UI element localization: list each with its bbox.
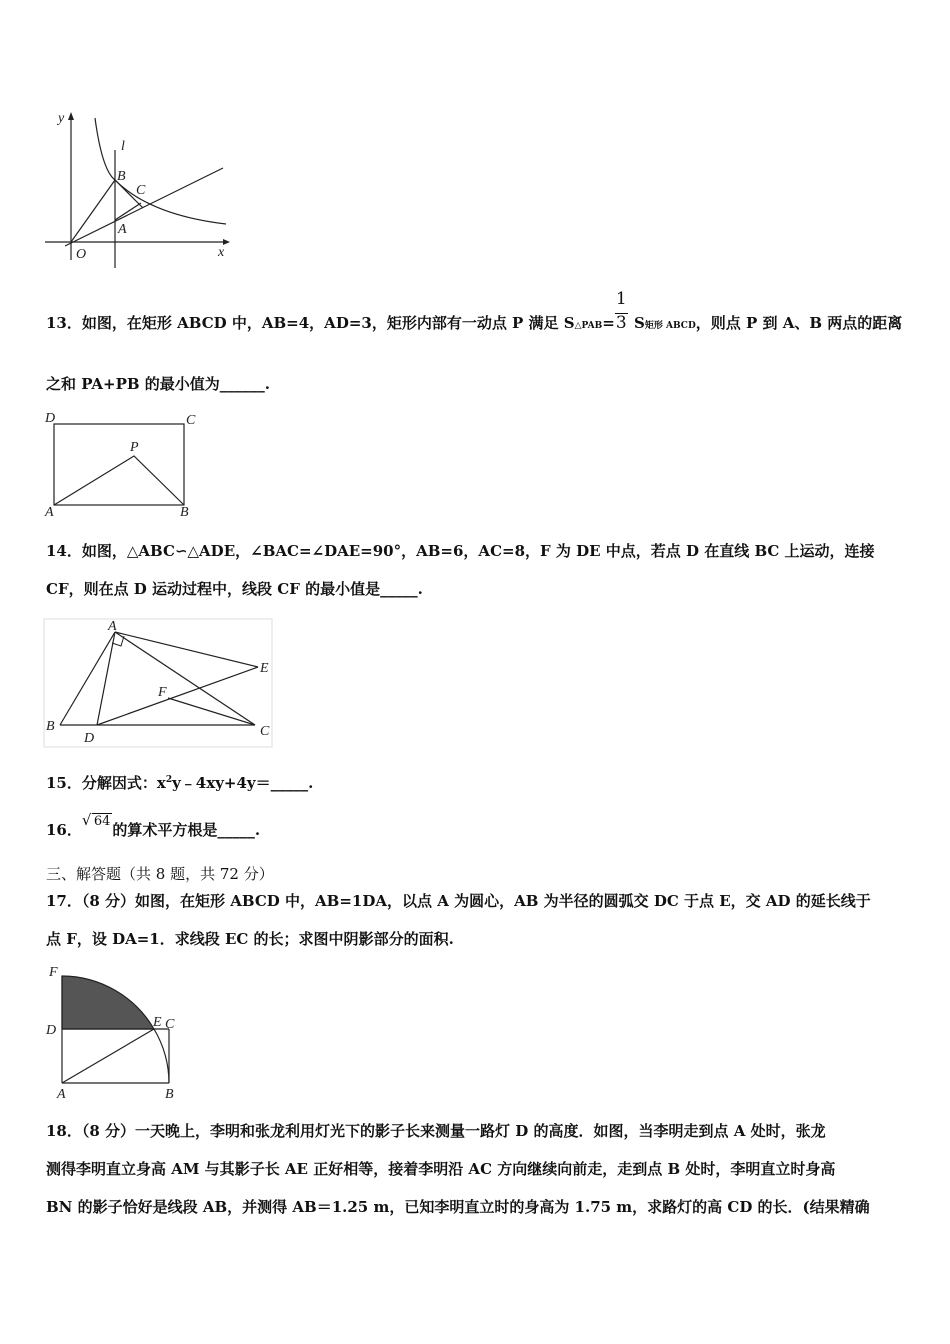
q13-line1 [46, 289, 903, 333]
label-e: E [260, 661, 269, 676]
q13-s2: S [628, 314, 645, 332]
figure-q14 [40, 615, 275, 750]
fraction-one-third [615, 289, 629, 333]
label-c: C [260, 724, 270, 739]
label-b: B [165, 1087, 174, 1102]
segment-ab [60, 632, 115, 725]
q16-suffix: 的算术平方根是_____. [112, 821, 261, 839]
label-c: C [136, 183, 146, 198]
label-d: D [84, 731, 95, 746]
figure-q12 [40, 100, 240, 270]
label-c: C [165, 1017, 175, 1032]
path-apb [54, 456, 184, 505]
q14-line2: CF，则在点 D 运动过程中，线段 CF 的最小值是_____. [46, 580, 423, 598]
arc-ef-to-b [154, 1029, 169, 1083]
label-e: E [153, 1015, 162, 1030]
q14-line1: 14．如图，△ABC∽△ADE，∠BAC=∠DAE=90°，AB=6，AC=8，F 为 DE 中点，若点 D 在直线 BC 上运动，连接 [46, 542, 875, 560]
label-f: F [158, 685, 167, 700]
label-a: A [45, 505, 54, 520]
figure-frame [44, 619, 272, 747]
segment-ac [115, 203, 141, 220]
q13-text-b: ，则点 P 到 A、B 两点的距离 [695, 314, 903, 332]
label-x: x [218, 245, 225, 260]
label-y: y [58, 111, 65, 126]
label-a: A [118, 222, 127, 237]
shaded-region [62, 976, 154, 1029]
q16-prefix: 16． [46, 821, 82, 839]
sqrt-expression [81, 811, 113, 829]
q16-line [46, 811, 261, 840]
segment-ae [115, 632, 258, 667]
fraction-numerator: 1 [615, 289, 627, 309]
label-o: O [76, 247, 87, 262]
q18-line3: BN 的影子恰好是线段 AB，并测得 AB＝1.25 m，已知李明直立时的身高为 1.75 m，求路灯的高 CD 的长．(结果精确 [46, 1198, 870, 1216]
q15-line [46, 772, 313, 793]
segment-ad [97, 632, 115, 725]
q15-text-b: y﹣4xy+4y＝_____. [172, 774, 314, 792]
q13-sub-rect: 矩形 ABCD [644, 321, 696, 331]
label-d: D [45, 411, 56, 426]
fraction-denominator: 3 [615, 313, 627, 333]
segment-cf [168, 698, 255, 725]
label-b: B [46, 719, 55, 734]
q18-line2: 测得李明直立身高 AM 与其影子长 AE 正好相等，接着李明沿 AC 方向继续向前走，走到点 B 处时，李明直立时身高 [46, 1160, 836, 1178]
sqrt-icon: √ [81, 811, 92, 829]
label-l: l [121, 139, 125, 154]
label-c: C [186, 413, 196, 428]
label-a: A [57, 1087, 66, 1102]
label-a: A [108, 619, 117, 634]
label-f: F [49, 965, 58, 980]
q13-sub-pab: △PAB [574, 321, 603, 331]
segment-ae [62, 1029, 154, 1083]
q15-superscript: 2 [165, 775, 173, 785]
q17-line2: 点 F，设 DA=1．求线段 EC 的长；求图中阴影部分的面积. [46, 930, 454, 948]
label-p: P [130, 440, 139, 455]
label-b: B [117, 169, 126, 184]
figure-q13 [40, 405, 210, 520]
segment-de [97, 667, 258, 725]
label-b: B [180, 505, 189, 520]
line-through-origin [65, 168, 223, 246]
q18-line1: 18．（8 分）一天晚上，李明和张龙利用灯光下的影子长来测量一路灯 D 的高度．如图，当李明走到点 A 处时，张龙 [46, 1122, 826, 1140]
q13-text-a: 13．如图，在矩形 ABCD 中，AB=4，AD=3，矩形内部有一动点 P 满足 S [46, 314, 575, 332]
label-d: D [46, 1023, 57, 1038]
figure-q17 [40, 962, 190, 1102]
q15-text-a: 15．分解因式：x [46, 774, 166, 792]
q17-line1: 17．（8 分）如图，在矩形 ABCD 中，AB=1DA，以点 A 为圆心，AB 为半径的圆弧交 DC 于点 E，交 AD 的延长线于 [46, 892, 871, 910]
section-title: 三、解答题（共 8 题，共 72 分） [46, 865, 274, 883]
sqrt-radicand: 64 [93, 814, 111, 829]
y-axis-arrow [68, 112, 74, 120]
q13-eq: = [602, 314, 615, 332]
q13-line2: 之和 PA+PB 的最小值为______. [46, 375, 271, 393]
